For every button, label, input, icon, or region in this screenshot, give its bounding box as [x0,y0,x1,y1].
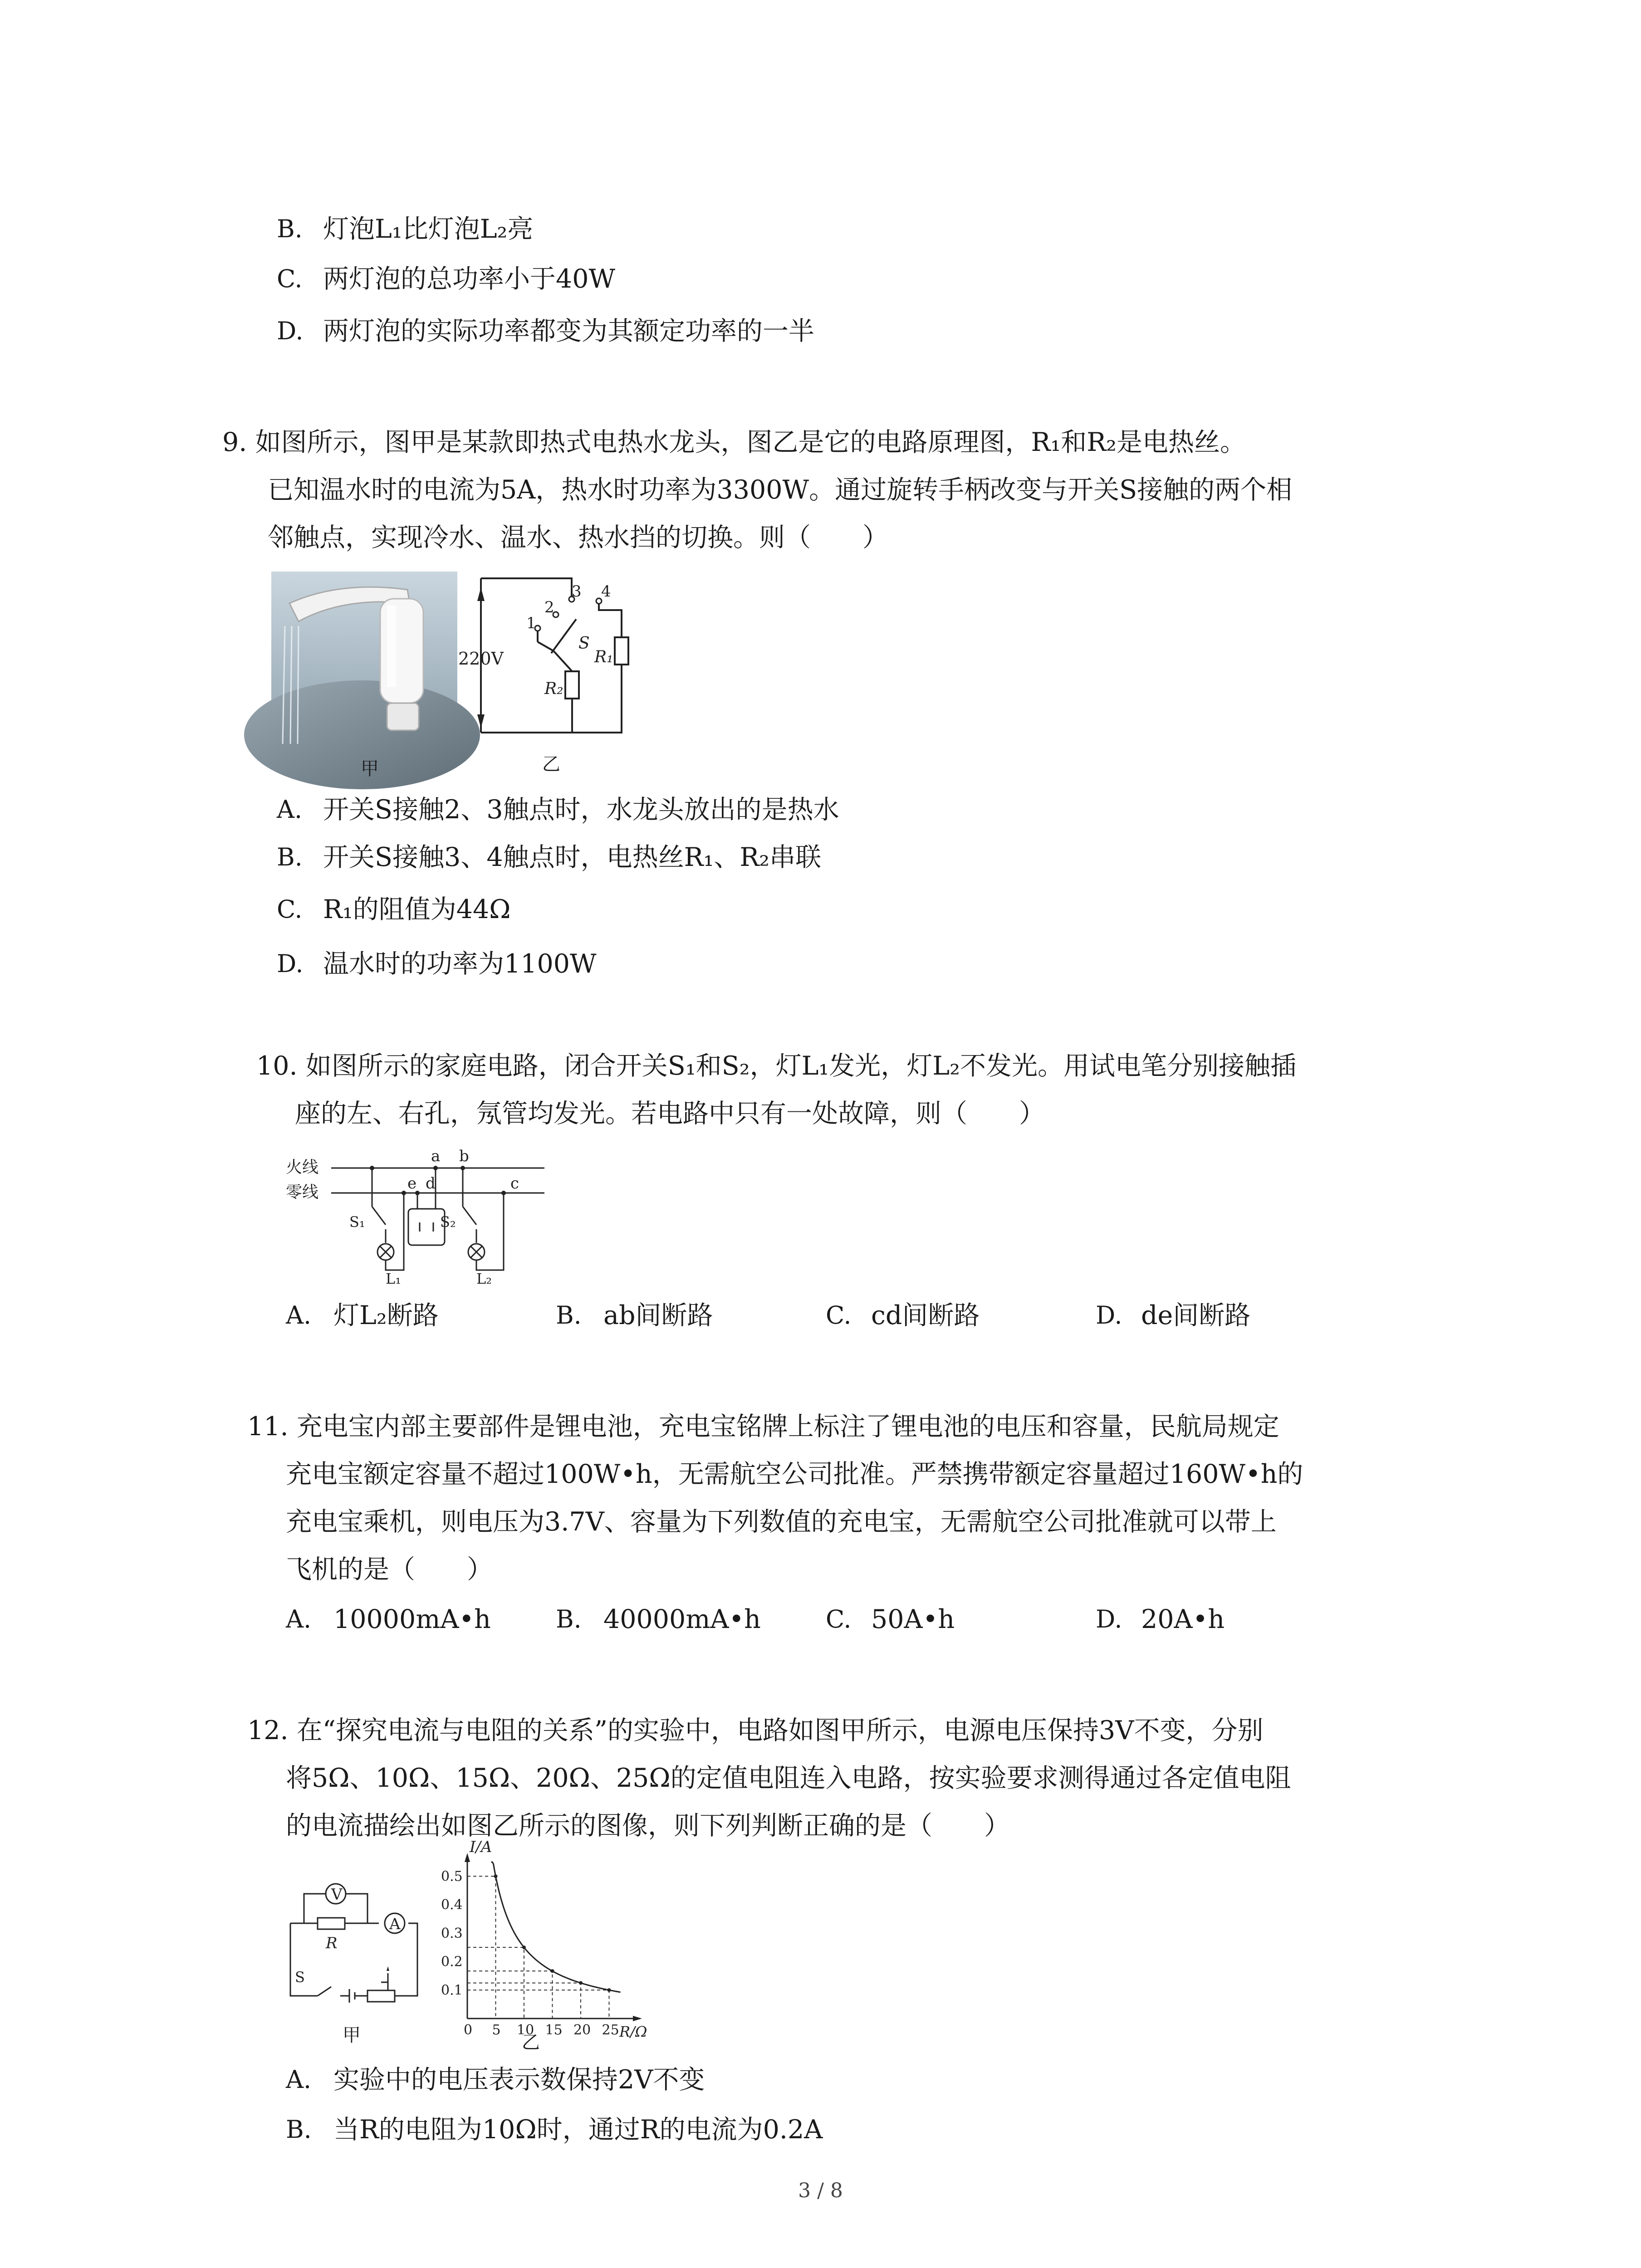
q12-option-b-label: B. [286,2115,312,2144]
chart-x-tick-label: 15 [545,2022,563,2038]
q10-stem-line1: 10. 如图所示的家庭电路，闭合开关S₁和S₂，灯L₁发光，灯L₂不发光。用试电笔分别接触插 [256,1051,1296,1081]
q12-option-a-text: 实验中的电压表示数保持2V不变 [333,2065,705,2095]
q11-option-b-label: B. [556,1605,582,1633]
q8-option-c-text: 两灯泡的总功率小于40W [323,264,616,294]
q11-option-c-text: 50A•h [871,1604,955,1634]
chart-x-axis-label: R/Ω [619,2023,647,2040]
chart-x-tick-label: 0 [464,2022,473,2038]
q9-circuit-diagram [458,569,653,751]
chart-x-tick-label: 25 [602,2022,619,2038]
q10-option-d-text: de间断路 [1141,1300,1251,1330]
chart-guide-line [467,1971,553,2019]
q10-point-a: a [431,1147,441,1165]
q10-home-circuit [281,1143,554,1288]
q12-voltmeter-label: V [331,1886,343,1904]
chart-y-tick-label: 0.3 [441,1925,463,1941]
q9-option-d-text: 温水时的功率为1100W [323,949,597,979]
q10-option-b-label: B. [556,1301,582,1330]
q10-option-c-label: C. [826,1301,852,1330]
chart-data-point [551,1969,554,1973]
q9-faucet-photo [271,572,457,753]
q12-figure-jia-label: 甲 [343,2025,361,2046]
q9-option-b-text: 开关S接触3、4触点时，电热丝R₁、R₂串联 [323,842,822,872]
q9-option-c-label: C. [277,895,303,924]
q9-stem-line1: 9. 如图所示，图甲是某款即热式电热水龙头，图乙是它的电路原理图，R₁和R₂是电热丝。 [222,427,1246,457]
q12-experiment-circuit [281,1878,436,2023]
q12-figure-yi-label: 乙 [522,2032,540,2053]
q8-option-b-label: B. [277,215,303,243]
q10-option-c-text: cd间断路 [871,1300,980,1330]
q11-option-d-text: 20A•h [1141,1604,1225,1634]
q10-option-b-text: ab间断路 [603,1300,713,1330]
q10-option-d-label: D. [1096,1301,1122,1330]
q10-live-wire-label: 火线 [286,1158,319,1177]
q10-s2-label: S₂ [440,1213,456,1231]
q9-option-b-label: B. [277,843,303,871]
q9-option-a-text: 开关S接触2、3触点时，水龙头放出的是热水 [323,795,839,825]
q12-option-a-label: A. [286,2065,312,2094]
q12-stem-line3: 的电流描绘出如图乙所示的图像，则下列判断正确的是（ ） [286,1811,1010,1841]
q9-stem-line2: 已知温水时的电流为5A，热水时功率为3300W。通过旋转手柄改变与开关S接触的两个相 [268,475,1293,505]
q11-option-c-label: C. [826,1605,852,1633]
q8-option-b-text: 灯泡L₁比灯泡L₂亮 [323,214,534,244]
q9-r2-label: R₂ [544,679,563,698]
q9-figure-jia-label: 甲 [361,758,379,779]
q11-stem-line3: 充电宝乘机，则电压为3.7V、容量为下列数值的充电宝，无需航空公司批准就可以带上 [286,1507,1277,1537]
q10-neutral-wire-label: 零线 [286,1183,319,1202]
chart-data-point [579,1981,583,1985]
q9-contact-1: 1 [526,614,536,632]
chart-y-tick-label: 0.1 [441,1982,463,1999]
q10-l1-label: L₁ [386,1270,402,1287]
q10-point-b: b [459,1147,469,1165]
q9-r1-label: R₁ [594,648,613,666]
chart-y-tick-label: 0.4 [441,1897,463,1913]
q8-option-d-label: D. [277,317,304,345]
q9-figure-yi-label: 乙 [542,754,560,775]
q10-option-a-label: A. [286,1301,312,1330]
chart-data-point [494,1874,498,1878]
q9-stem-line3: 邻触点，实现冷水、温水、热水挡的切换。则（ ） [268,523,888,552]
q10-l2-label: L₂ [476,1270,492,1287]
chart-x-tick-label: 5 [492,2022,501,2038]
chart-y-axis-label: I/A [470,1838,492,1856]
chart-data-point [607,1988,611,1992]
chart-y-tick-label: 0.2 [441,1954,463,1970]
q11-option-b-text: 40000mA•h [603,1604,761,1634]
chart-y-tick-label: 0.5 [441,1868,463,1885]
chart-x-tick-label: 20 [573,2022,591,2038]
q11-stem-line4: 飞机的是（ ） [286,1554,493,1584]
page-number: 3 / 8 [798,2179,843,2202]
q12-resistor-label: R [326,1934,338,1952]
q10-option-a-text: 灯L₂断路 [333,1300,439,1330]
q10-s1-label: S₁ [349,1213,365,1231]
q11-stem-line2: 充电宝额定容量不超过100W•h，无需航空公司批准。严禁携带额定容量超过160W•h的 [286,1459,1303,1489]
q9-contact-3: 3 [572,582,582,601]
chart-data-point [522,1945,526,1949]
q8-option-d-text: 两灯泡的实际功率都变为其额定功率的一半 [323,316,814,346]
chart-guide-line [467,1983,581,2019]
q12-option-b-text: 当R的电阻为10Ω时，通过R的电流为0.2A [333,2115,823,2145]
chart-series-curve [491,1862,621,1992]
q12-switch-label: S [295,1969,305,1986]
q10-point-d: d [426,1174,436,1193]
q10-stem-line2: 座的左、右孔，氖管均发光。若电路中只有一处故障，则（ ） [295,1099,1045,1129]
q11-option-a-text: 10000mA•h [333,1604,491,1634]
q9-contact-2: 2 [544,598,554,616]
q11-option-a-label: A. [286,1605,312,1633]
q12-ammeter-label: A [389,1915,401,1933]
q9-option-a-label: A. [277,795,303,824]
q11-stem-line1: 11. 充电宝内部主要部件是锂电池，充电宝铭牌上标注了锂电池的电压和容量，民航局规定 [247,1412,1279,1442]
q9-switch-label: S [578,634,590,653]
q8-option-c-label: C. [277,264,303,293]
q11-option-d-label: D. [1096,1605,1122,1633]
q9-contact-4: 4 [601,582,611,601]
q10-point-c: c [510,1174,519,1193]
q10-point-e: e [407,1174,417,1193]
q9-option-c-text: R₁的阻值为44Ω [323,894,511,924]
chart-guide-line [467,1990,609,2019]
q9-option-d-label: D. [277,949,304,978]
q12-current-resistance-graph [424,1839,669,2039]
q9-voltage-label: 220V [458,649,504,669]
chart-x-tick-label: 10 [517,2022,534,2038]
q12-stem-line2: 将5Ω、10Ω、15Ω、20Ω、25Ω的定值电阻连入电路，按实验要求测得通过各定值电阻 [286,1763,1291,1793]
q12-stem-line1: 12. 在“探究电流与电阻的关系”的实验中，电路如图甲所示，电源电压保持3V不变，分别 [247,1716,1264,1745]
